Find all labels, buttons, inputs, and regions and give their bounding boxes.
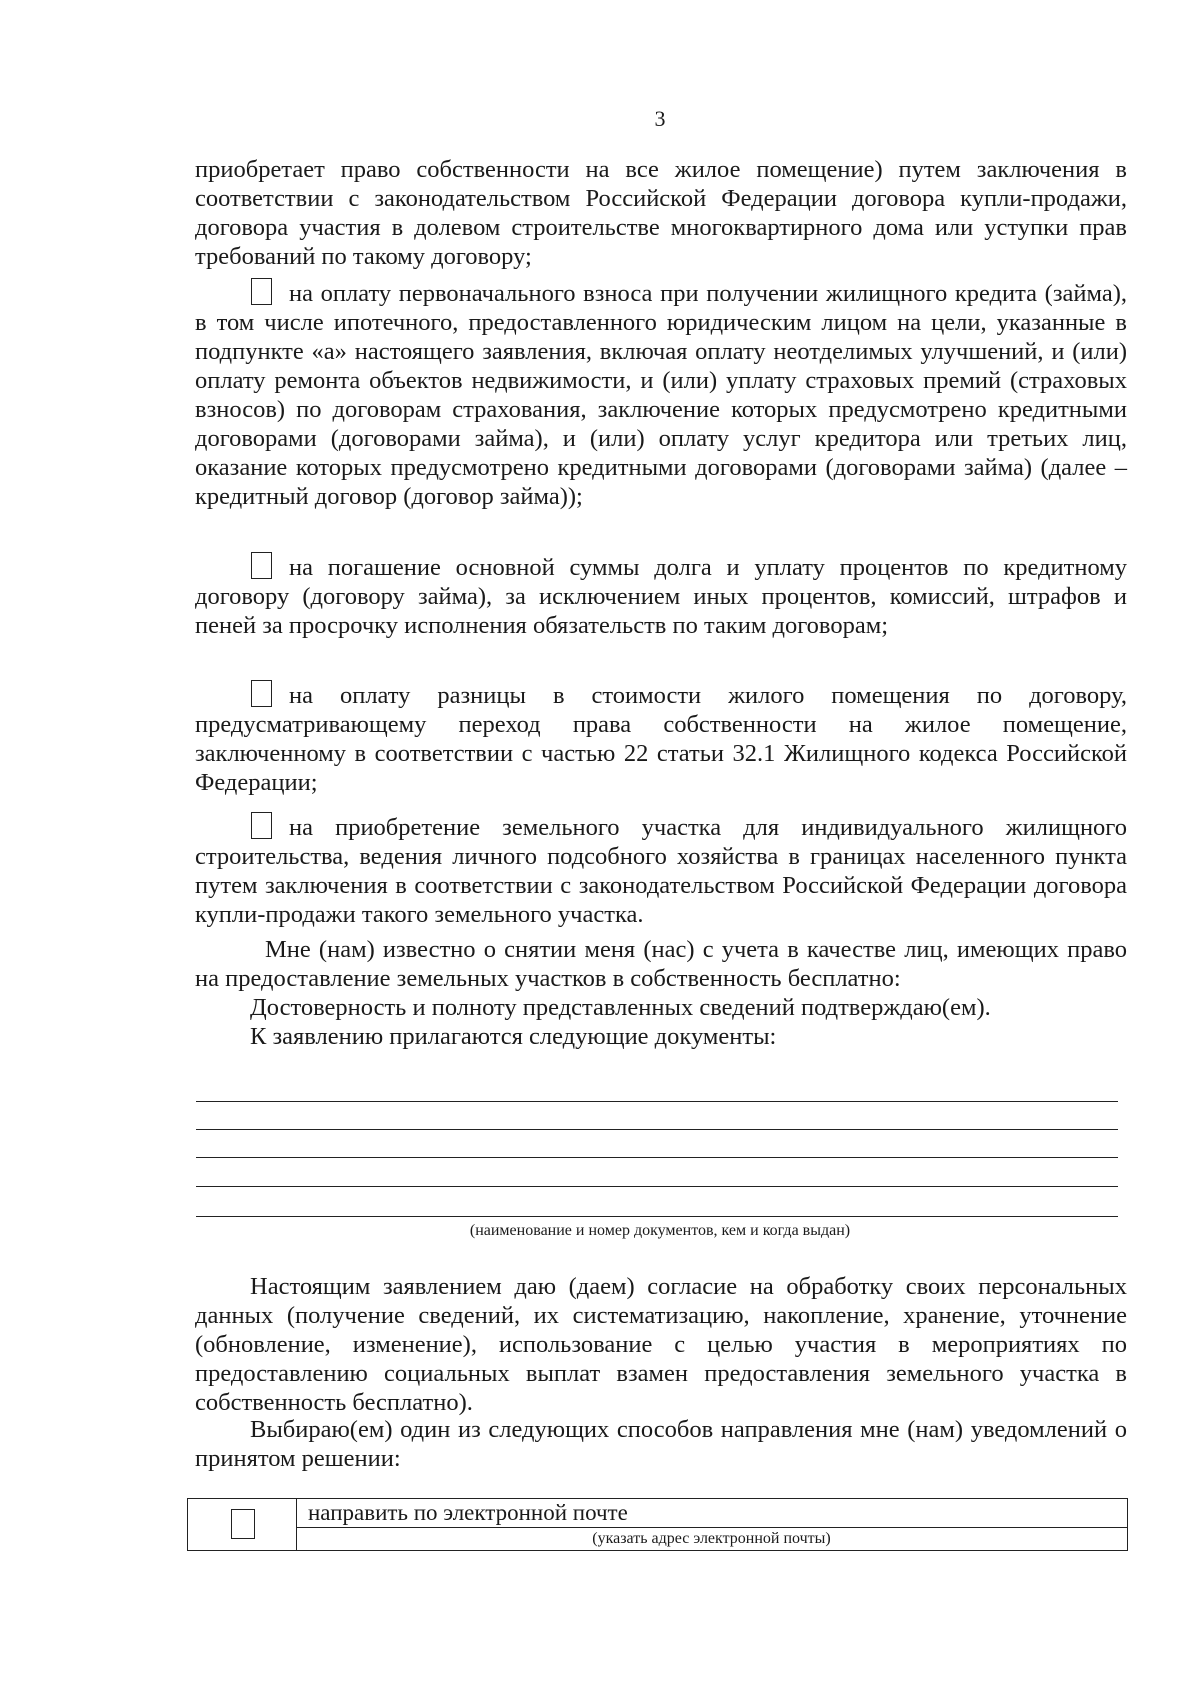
removal-statement: Мне (нам) известно о снятии меня (нас) с учета в качестве лиц, имеющих право на предоставление земельных участков в собственность бесплатно:: [195, 936, 1127, 992]
email-option-checkbox[interactable]: [231, 1509, 255, 1539]
documents-caption: (наименование и номер документов, кем и когда выдан): [469, 1222, 851, 1239]
notification-options-table: [187, 1498, 1128, 1551]
document-line-5[interactable]: [196, 1216, 1118, 1217]
option-3-text: на оплату разницы в стоимости жилого помещения по договору, предусматривающему переход права собственности на жилое помещение, заключенному в соответствии с частью 22 статьи 32.1 Жилищного кодекса Российской Федерации;: [195, 682, 1127, 796]
document-line-1[interactable]: [196, 1101, 1118, 1102]
document-line-4[interactable]: [196, 1186, 1118, 1187]
page-number: 3: [654, 106, 666, 131]
option-2-text: на погашение основной суммы долга и уплату процентов по кредитному договору (договору займа), за исключением иных процентов, комиссий, штрафов и пеней за просрочку исполнения обязательств по таким договорам;: [195, 554, 1127, 639]
option-1-text: на оплату первоначального взноса при получении жилищного кредита (займа), в том числе ипотечного, предоставленного юридическим лицом на цели, указанные в подпункте «а» настоящего заявления, включая оплату неотделимых улучшений, и (или) оплату ремонта объектов недвижимости, и (или) уплату страховых премий (страховых взносов) по договорам страхования, заключение которых предусмотрено кредитными договорами (договорами займа), и (или) оплату услуг кредитора или третьих лиц, оказание которых предусмотрено кредитными договорами (договорами займа) (далее – кредитный договор (договор займа));: [195, 280, 1127, 510]
email-address-hint[interactable]: (указать адрес электронной почты): [592, 1530, 831, 1547]
document-line-3[interactable]: [196, 1157, 1118, 1158]
notification-intro: Выбираю(ем) один из следующих способов направления мне (нам) уведомлений о принятом решении:: [195, 1416, 1127, 1472]
attachments-heading: К заявлению прилагаются следующие документы:: [250, 1023, 777, 1050]
accuracy-statement: Достоверность и полноту представленных сведений подтверждаю(ем).: [250, 994, 991, 1021]
intro-paragraph: приобретает право собственности на все жилое помещение) путем заключения в соответствии с законодательством Российской Федерации договора купли-продажи, договора участия в долевом строительстве многоквартирного дома или уступки прав требований по такому договору;: [195, 156, 1127, 270]
option-4-text: на приобретение земельного участка для индивидуального жилищного строительства, ведения личного подсобного хозяйства в границах населенного пункта путем заключения в соответствии с законодательством Российской Федерации договора купли-продажи такого земельного участка.: [195, 814, 1127, 928]
email-option-label: направить по электронной почте: [308, 1500, 628, 1525]
table-row-divider: [296, 1527, 1127, 1528]
document-line-2[interactable]: [196, 1129, 1118, 1130]
consent-paragraph: Настоящим заявлением даю (даем) согласие на обработку своих персональных данных (получение сведений, их систематизацию, накопление, хранение, уточнение (обновление, изменение), использование с целью участия в мероприятиях по предоставлению социальных выплат взамен предоставления земельного участка в собственность бесплатно).: [195, 1273, 1127, 1416]
